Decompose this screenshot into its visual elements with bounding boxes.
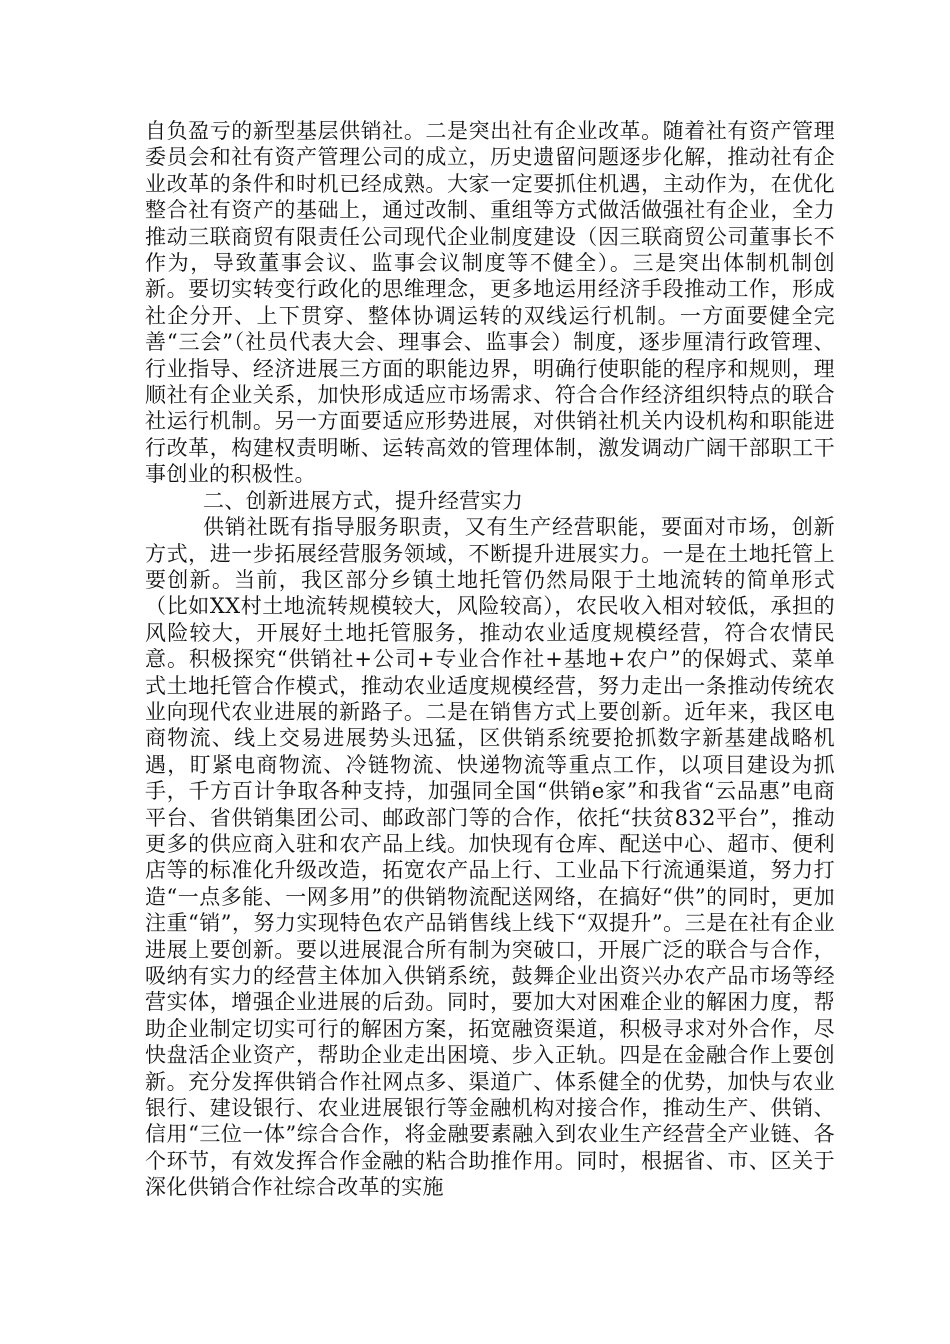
paragraph-continued-reform: 自负盈亏的新型基层供销社。二是突出社有企业改革。随着社有资产管理委员会和社有资产管理公司的成立，历史遗留问题逐步化解，推动社有企业改革的条件和时机已经成熟。大家一定要抓住机遇，主动作为，在优化整合社有资产的基础上，通过改制、重组等方式做活做强社有企业，全力推动三联商贸有限责任公司现代企业制度建设（因三联商贸公司董事长不作为，导致董事会议、监事会议制度等不健全）。三是突出体制机制创新。要切实转变行政化的思维理念，更多地运用经济手段推动工作，形成社企分开、上下贯穿、整体协调运转的双线运行机制。一方面要健全完善“三会”（社员代表大会、理事会、监事会）制度，逐步厘清行政管理、行业指导、经济进展三方面的职能边界，明确行使职能的程序和规则，理顺社有企业关系，加快形成适应市场需求、符合合作经济组织特点的联合社运行机制。另一方面要适应形势进展，对供销社机关内设机构和职能进行改革，构建权责明晰、运转高效的管理体制，激发调动广阔干部职工干事创业的积极性。 bbox=[145, 119, 835, 487]
document-page bbox=[145, 118, 835, 1201]
section-heading-innovation: 二、创新进展方式，提升经营实力 bbox=[203, 488, 524, 513]
paragraph-business-innovation: 供销社既有指导服务职责，又有生产经营职能，要面对市场，创新方式，进一步拓展经营服务领域，不断提升进展实力。一是在土地托管上要创新。当前，我区部分乡镇土地托管仍然局限于土地流转的简单形式（比如XX村土地流转规模较大，风险较高），农民收入相对较低，承担的风险较大，开展好土地托管服务，推动农业适度规模经营，符合农情民意。积极探究“供销社+公司+专业合作社+基地+农户”的保姆式、菜单式土地托管合作模式，推动农业适度规模经营，努力走出一条推动传统农业向现代农业进展的新路子。二是在销售方式上要创新。近年来，我区电商物流、线上交易进展势头迅猛，区供销系统要抢抓数字新基建战略机遇，盯紧电商物流、冷链物流、快递物流等重点工作，以项目建设为抓手，千方百计争取各种支持，加强同全国“供销e家”和我省“云品惠”电商平台、省供销集团公司、邮政部门等的合作，依托“扶贫832平台”，推动更多的供应商入驻和农产品上线。加快现有仓库、配送中心、超市、便利店等的标准化升级改造，拓宽农产品上行、工业品下行流通渠道，努力打造“一点多能、一网多用”的供销物流配送网络，在搞好“供”的同时，更加注重“销”，努力实现特色农产品销售线上线下“双提升”。三是在社有企业进展上要创新。要以进展混合所有制为突破口，开展广泛的联合与合作，吸纳有实力的经营主体加入供销系统，鼓舞企业出资兴办农产品市场等经营实体，增强企业进展的后劲。同时，要加大对困难企业的解困力度，帮助企业制定切实可行的解困方案，拓宽融资渠道，积极寻求对外合作，尽快盘活企业资产，帮助企业走出困境、步入正轨。四是在金融合作上要创新。充分发挥供销合作社网点多、渠道广、体系健全的优势，加快与农业银行、建设银行、农业进展银行等金融机构对接合作，推动生产、供销、信用“三位一体”综合合作，将金融要素融入到农业生产经营全产业链、各个环节，有效发挥合作金融的粘合助推作用。同时，根据省、市、区关于深化供销合作社综合改革的实施 bbox=[145, 515, 835, 1200]
